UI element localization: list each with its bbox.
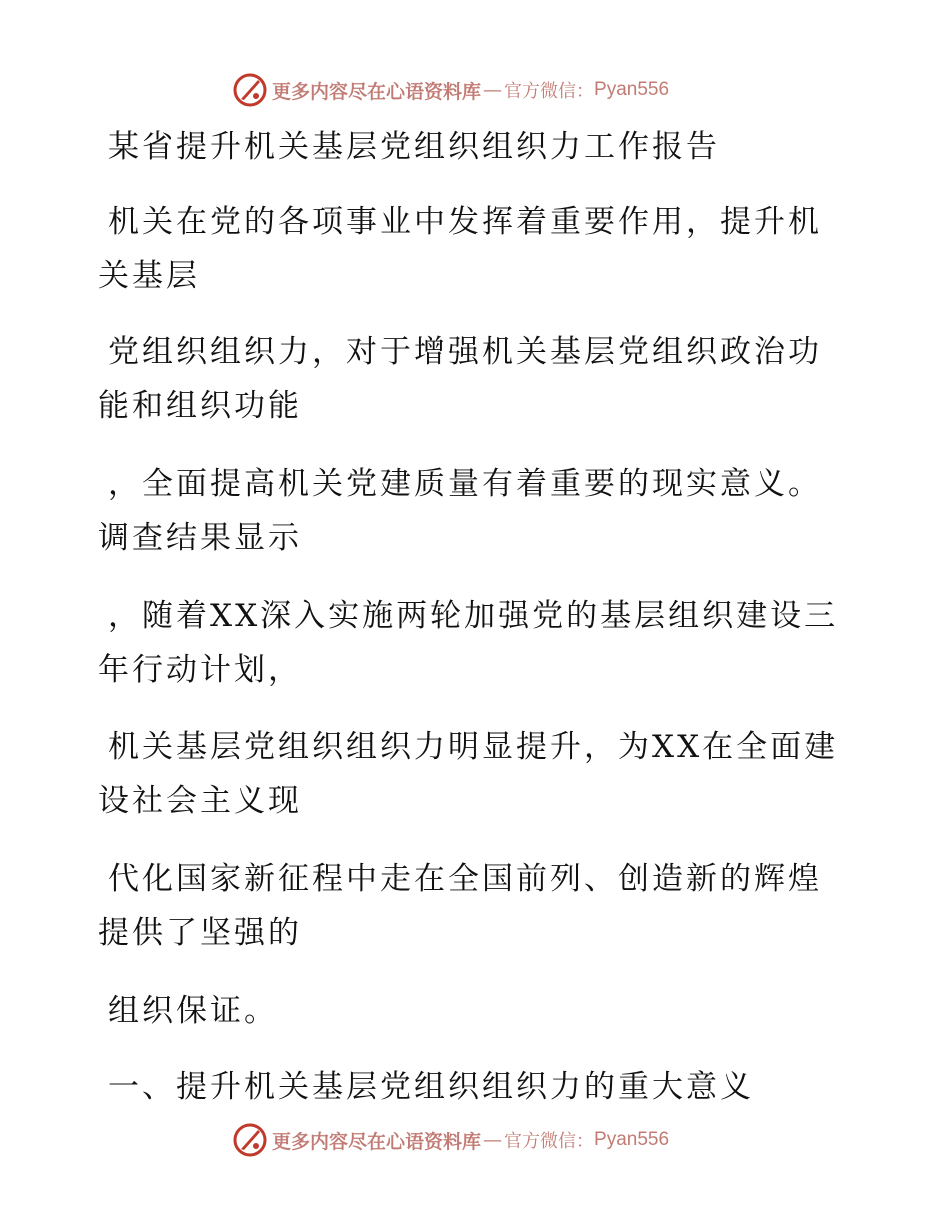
watermark-main-text: 更多内容尽在心语资料库 [272, 80, 482, 103]
paragraph-line: ，全面提高机关党建质量有着重要的现实意义。 [108, 466, 822, 502]
paragraph-line: 机关基层党组织组织力明显提升，为XX在全面建 [108, 729, 839, 765]
watermark-account-id: Pyan556 [594, 79, 670, 100]
paragraph-line: 代化国家新征程中走在全国前列、创造新的辉煌 [108, 861, 822, 897]
header-watermark [232, 70, 669, 110]
watermark-main-text: 更多内容尽在心语资料库 [272, 1130, 482, 1153]
footer-watermark [232, 1120, 669, 1160]
document-title: 某省提升机关基层党组织组织力工作报告 [108, 129, 720, 165]
quill-logo-icon [232, 72, 268, 108]
paragraph-line: 提供了坚强的 [98, 915, 302, 951]
paragraph-line: 调查结果显示 [98, 520, 302, 556]
paragraph-line: 年行动计划， [98, 652, 302, 688]
watermark-separator: — [483, 79, 503, 101]
paragraph-line: ，随着XX深入实施两轮加强党的基层组织建设三 [108, 598, 839, 634]
watermark-account-id: Pyan556 [594, 1129, 670, 1150]
paragraph-line: 党组织组织力，对于增强机关基层党组织政治功 [108, 334, 822, 370]
paragraph-line: 能和组织功能 [98, 388, 302, 424]
paragraph-line: 组织保证。 [108, 993, 278, 1029]
paragraph-line: 设社会主义现 [98, 783, 302, 819]
quill-logo-icon [232, 1122, 268, 1158]
section-heading: 一、提升机关基层党组织组织力的重大意义 [108, 1069, 754, 1105]
paragraph-line: 机关在党的各项事业中发挥着重要作用，提升机 [108, 204, 822, 240]
watermark-account-label: 官方微信： [504, 1131, 595, 1152]
watermark-separator: — [483, 1129, 503, 1151]
paragraph-line: 关基层 [98, 258, 200, 294]
watermark-account-label: 官方微信： [504, 81, 595, 102]
